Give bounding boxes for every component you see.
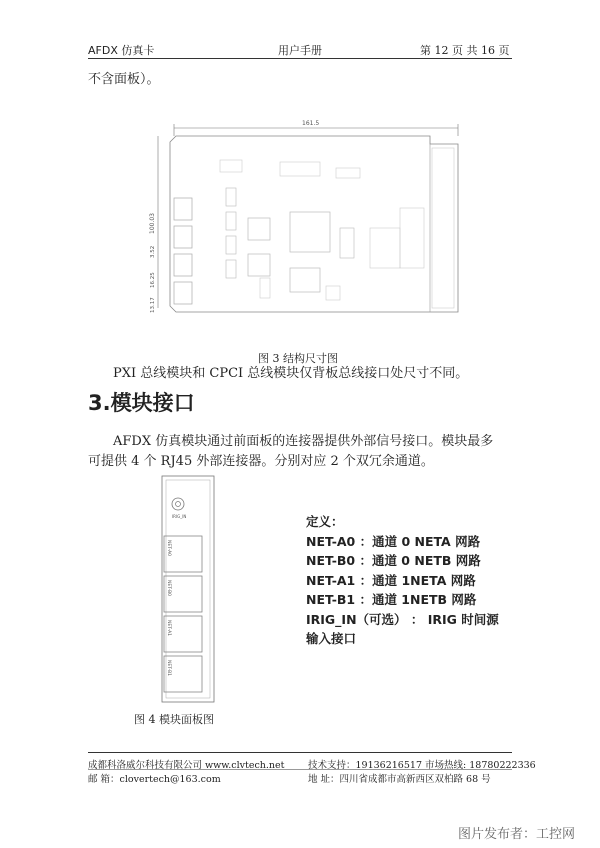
panel-label-net-a1: NET-A1	[166, 620, 171, 637]
definition-net-a1: NET-A1 ：通道 1NETA 网路	[306, 572, 476, 588]
footer-address: 地 址：四川省成都市高新西区双柏路 68 号	[308, 774, 491, 785]
header-rule	[88, 58, 512, 59]
header-right: 第 12 页 共 16 页	[420, 44, 510, 57]
structure-drawing	[140, 108, 470, 340]
panel-label-irig: IRIG_IN	[172, 514, 187, 519]
figure4-caption: 图 4 模块面板图	[134, 713, 214, 726]
dim-a-label: 3.52	[150, 245, 156, 258]
definitions-block	[306, 512, 499, 649]
footer-email: 邮 箱：clovertech@163.com	[88, 774, 221, 785]
section-heading: 3.模块接口	[88, 391, 195, 415]
definition-irig-in: IRIG_IN（可选） ： IRIG 时间源	[306, 611, 499, 627]
definitions-title: 定义：	[306, 514, 344, 529]
pxi-note: PXI 总线模块和 CPCI 总线模块仅背板总线接口处尺寸不同。	[113, 366, 469, 381]
footer-rule-2	[88, 769, 512, 770]
footer-company: 成都科洛威尔科技有限公司 www.clvtech.net	[88, 760, 285, 771]
definition-net-b0: NET-B0 ：通道 0 NETB 网路	[306, 553, 481, 568]
dim-width-label: 161.5	[302, 120, 320, 127]
footer-rule	[88, 752, 512, 753]
figure3-caption: 图 3 结构尺寸图	[258, 352, 338, 365]
header-center: 用户手册	[278, 44, 322, 57]
front-panel-drawing	[158, 474, 218, 706]
footer-support: 技术支持：19136216517 市场热线: 18780222336	[308, 760, 536, 771]
dim-height-label: 100.03	[149, 213, 156, 234]
definition-net-b1: NET-B1 ：通道 1NETB 网路	[306, 592, 477, 607]
dim-c-label: 13.17	[150, 297, 156, 313]
watermark: 图片发布者：工控网	[458, 827, 576, 842]
continuation-text: 不含面板）。	[88, 72, 160, 87]
paragraph-line-2: 可提供 4 个 RJ45 外部连接器。分别对应 2 个双冗余通道。	[88, 454, 434, 469]
panel-label-net-a0: NET-A0	[166, 540, 171, 557]
definition-irig-in-cont: 输入接口	[306, 631, 357, 646]
dim-b-label: 16.25	[150, 272, 156, 288]
header-left: AFDX 仿真卡	[88, 44, 155, 57]
panel-label-net-b1: NET-B1	[166, 660, 171, 676]
paragraph-line-1: AFDX 仿真模块通过前面板的连接器提供外部信号接口。模块最多	[113, 434, 494, 449]
panel-label-net-b0: NET-B0	[166, 580, 171, 596]
definition-net-a0: NET-A0 ：通道 0 NETA 网路	[306, 533, 481, 549]
